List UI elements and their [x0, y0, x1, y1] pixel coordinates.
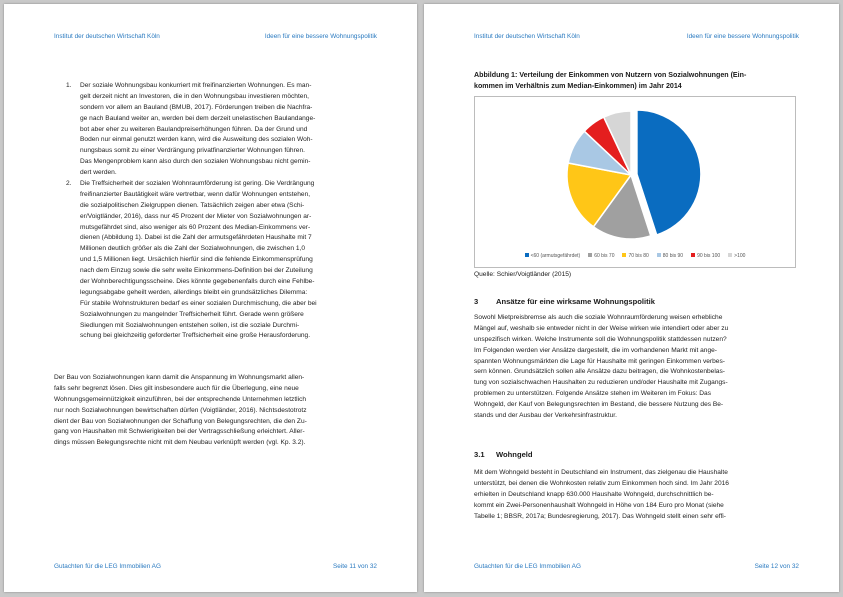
list-item-text: [80, 179, 386, 342]
text-line: ge nach Bauland weiter an, werden bei dem derzeit unelastischen Baulandange-: [80, 114, 316, 122]
section-heading-3-1: [474, 450, 533, 459]
legend-label: 70 bis 80: [628, 253, 649, 259]
legend-item: [691, 253, 720, 259]
page-header-right: Ideen für eine bessere Wohnungspolitik: [686, 33, 799, 40]
text-line: Tabelle 1; BBSR, 2017a; Bundesregierung, 2017). Das Wohngeld stellt einen sehr effi-: [474, 512, 726, 520]
figure-source: Quelle: Schier/Voigtländer (2015): [474, 271, 572, 278]
numbered-list: [66, 81, 386, 342]
text-line: dings müssen Belegungsrechte nicht mit dem Neubau verknüpft werden (vgl. Kp. 3.2).: [54, 439, 306, 447]
legend-label: 90 bis 100: [697, 253, 721, 259]
pie-slice: [637, 110, 701, 235]
text-line: Die Treffsicherheit der sozialen Wohnraumförderung ist gering. Die Verdrängung: [80, 180, 315, 188]
legend-label: <60 (armutsgefährdet): [530, 253, 581, 259]
text-line: Sozialwohnungen zu mangelnder Treffsicherheit führt. Gerade wenn größere: [80, 310, 304, 318]
legend-swatch: [525, 253, 529, 257]
text-line: mutsgefährdet sind, also weniger als 60 Prozent des Median-Einkommens ver-: [80, 223, 311, 231]
text-line: stands und der Ausbau der Verkehrsinfrastruktur.: [474, 412, 617, 420]
legend-item: [657, 253, 683, 259]
page-number: Seite 12 von 32: [754, 563, 799, 570]
list-number: 2.: [66, 180, 72, 188]
text-line: nungsbaus somit zu einer Verdrängung privatfinanzierter Wohnungen führen.: [80, 147, 305, 155]
page-header-right: Ideen für eine bessere Wohnungspolitik: [264, 33, 377, 40]
text-line: nach dem Einzug sowie die sehr weite Einkommens-Definition bei der Zuteilung: [80, 267, 313, 275]
section-heading-3: [474, 297, 655, 306]
legend-swatch: [691, 253, 695, 257]
text-line: die sozialpolitischen Zielgruppen dienen. Tatsächlich zeigen aber etwa (Schi-: [80, 201, 305, 209]
legend-item: [622, 253, 648, 259]
legend-label: 60 bis 70: [594, 253, 615, 259]
text-line: gelt derzeit nicht an Investoren, die in den Wohnungsbau investieren möchten,: [80, 92, 309, 100]
legend-swatch: [657, 253, 661, 257]
legend-swatch: [728, 253, 732, 257]
text-line: dert werden.: [80, 169, 117, 177]
text-line: legungsabgabe geheilt werden, allerdings bleibt ein grundsätzliches Dilemma:: [80, 288, 308, 296]
text-line: Boden nur einmal genutzt werden kann, wird die Ausweitung des sozialen Woh-: [80, 136, 313, 144]
document-page-12: [424, 4, 839, 592]
text-line: tung von sozialschwachen Haushalten zu reduzieren und/oder Haushalte mit Zugangs-: [474, 379, 728, 387]
text-line: Wohngeld, der Kauf von Belegungsrechten im Bestand, die bessere Nutzung des Be-: [474, 401, 724, 409]
text-line: sern können. Grundsätzlich sollen alle Ansätze dazu beitragen, die Wohnkostenbelas-: [474, 368, 725, 376]
list-item-text: [80, 81, 386, 179]
section-3-1-paragraph: [474, 468, 819, 522]
text-line: Im Folgenden werden vier Ansätze dargestellt, die im vorhandenen Markt mit ange-: [474, 346, 717, 354]
text-line: schung bei gleichzeitig geforderter Treffsicherheit eine große Herausforderung.: [80, 332, 311, 340]
text-line: spannten Wohnungsmärkten die Lage für Haushalte mit geringen Einkommen verbes-: [474, 357, 725, 365]
list-number: 1.: [66, 82, 72, 89]
text-line: Das Mengenproblem kann also durch den sozialen Wohnungsbau nicht gemin-: [80, 158, 311, 166]
page-header-left: Institut der deutschen Wirtschaft Köln: [54, 33, 160, 40]
text-line: Sowohl Mietpreisbremse als auch die soziale Wohnraumförderung weisen erhebliche: [474, 314, 723, 321]
legend-swatch: [622, 253, 626, 257]
text-line: Mit dem Wohngeld besteht in Deutschland ein Instrument, das zielgenau die Haushalte: [474, 469, 728, 476]
section-title: Ansätze für eine wirksame Wohnungspolitik: [496, 297, 655, 306]
text-line: unspezifisch wirken. Welche Instrumente soll die Wohnungspolitik stattdessen nutzen?: [474, 335, 727, 343]
text-line: sondern vor allem an Bauland (BMUB, 2017). Förderungen treiben die Nachfra-: [80, 103, 313, 111]
text-line: falls sehr begrenzt lösen. Dies gilt insbesondere auch für die Überlegung, eine neue: [54, 384, 299, 392]
figure-title-line: kommen im Verhältnis zum Median-Einkommen) im Jahr 2014: [474, 81, 682, 90]
list-item-2: [66, 179, 386, 342]
page-number: Seite 11 von 32: [333, 563, 377, 570]
text-line: der Wohnberechtigungsscheine. Dies könnte gegebenenfalls durch eine Fehlbe-: [80, 278, 315, 286]
list-item-1: [66, 81, 386, 179]
legend-swatch: [588, 253, 592, 257]
body-paragraph: [54, 373, 394, 449]
text-line: Siedlungen mit Sozialwohnungen entstehen sollen, ist die soziale Durchmi-: [80, 321, 300, 329]
section-3-paragraph: [474, 313, 819, 422]
text-line: gang von Haushalten mit Schwierigkeiten bei der Vertragsschließung erleichtert. Aller-: [54, 428, 305, 436]
text-line: Millionen deutlich größer als die Zahl der Sozialwohnungen, die zwischen 1,0: [80, 245, 306, 253]
text-line: dienen (Abbildung 1). Dabei ist die Zahl der armutsgefährdeten Haushalte mit 7: [80, 234, 312, 242]
text-line: er/Voigtländer, 2016), dass nur 45 Prozent der Mieter von Sozialwohnungen ar-: [80, 212, 312, 220]
text-line: nur noch Sozialwohnungen bewirtschaften dürfen (Voigtländer, 2016). Nichtsdestotrotz: [54, 406, 307, 414]
text-line: bot aber eher zu weiteren Baulandpreiserhöhungen führen. Da der Grund und: [80, 125, 308, 133]
pie-chart-svg: [475, 97, 795, 249]
text-line: Wohnungsgemeinnützigkeit einzuführen, bei der entsprechende Unternehmen letztlich: [54, 395, 307, 403]
text-line: kommt ein Zwei-Personenhaushalt Wohngeld in Höhe von 184 Euro pro Monat (siehe: [474, 501, 724, 509]
legend-item: [525, 253, 581, 259]
legend-label: >100: [734, 253, 746, 259]
legend-item: [588, 253, 614, 259]
text-line: Für stabile Wohnstrukturen bedarf es einer sozialen Durchmischung, die aber bei: [80, 299, 317, 307]
section-title: Wohngeld: [496, 450, 533, 459]
pie-chart: [474, 96, 796, 268]
figure-title-line: Abbildung 1: Verteilung der Einkommen von Nutzern von Sozialwohnungen (Ein-: [474, 71, 747, 79]
text-line: Der Bau von Sozialwohnungen kann damit die Anspannung im Wohnungsmarkt allen-: [54, 374, 305, 381]
text-line: dient der Bau von Sozialwohnungen der Schaffung von Belegungsrechten, die den Zu-: [54, 417, 307, 425]
page-footer-left: Gutachten für die LEG Immobilien AG: [474, 563, 581, 570]
text-line: Der soziale Wohnungsbau konkurriert mit freifinanzierten Wohnungen. Es man-: [80, 82, 312, 89]
chart-legend: [475, 253, 795, 259]
section-number: 3.1: [474, 450, 485, 459]
document-page-11: [4, 4, 417, 592]
section-number: 3: [474, 297, 479, 306]
page-header-left: Institut der deutschen Wirtschaft Köln: [474, 33, 580, 40]
text-line: erhielten in Deutschland knapp 630.000 Haushalte Wohngeld, durchschnittlich be-: [474, 490, 714, 498]
figure-title: [474, 70, 746, 91]
text-line: problemen zu unterstützen. Folgende Ansätze stehen im Weiteren im Fokus: Das: [474, 390, 712, 398]
legend-label: 80 bis 90: [662, 253, 684, 259]
text-line: freifinanzierter Bautätigkeit wäre vertretbar, wenn dafür Wohnungen entstehen,: [80, 190, 311, 198]
legend-item: [728, 253, 745, 259]
page-footer-left: Gutachten für die LEG Immobilien AG: [54, 563, 161, 570]
text-line: Mängel auf, weshalb sie entweder nicht in der Weise wirken wie intendiert oder aber zu: [474, 324, 729, 332]
text-line: und 1,5 Millionen liegt. Ursächlich hierfür sind die fehlende Einkommensprüfung: [80, 256, 313, 264]
text-line: unterstützt, bei denen die Wohnkosten relativ zum Einkommen hoch sind. Im Jahr 2016: [474, 479, 729, 487]
